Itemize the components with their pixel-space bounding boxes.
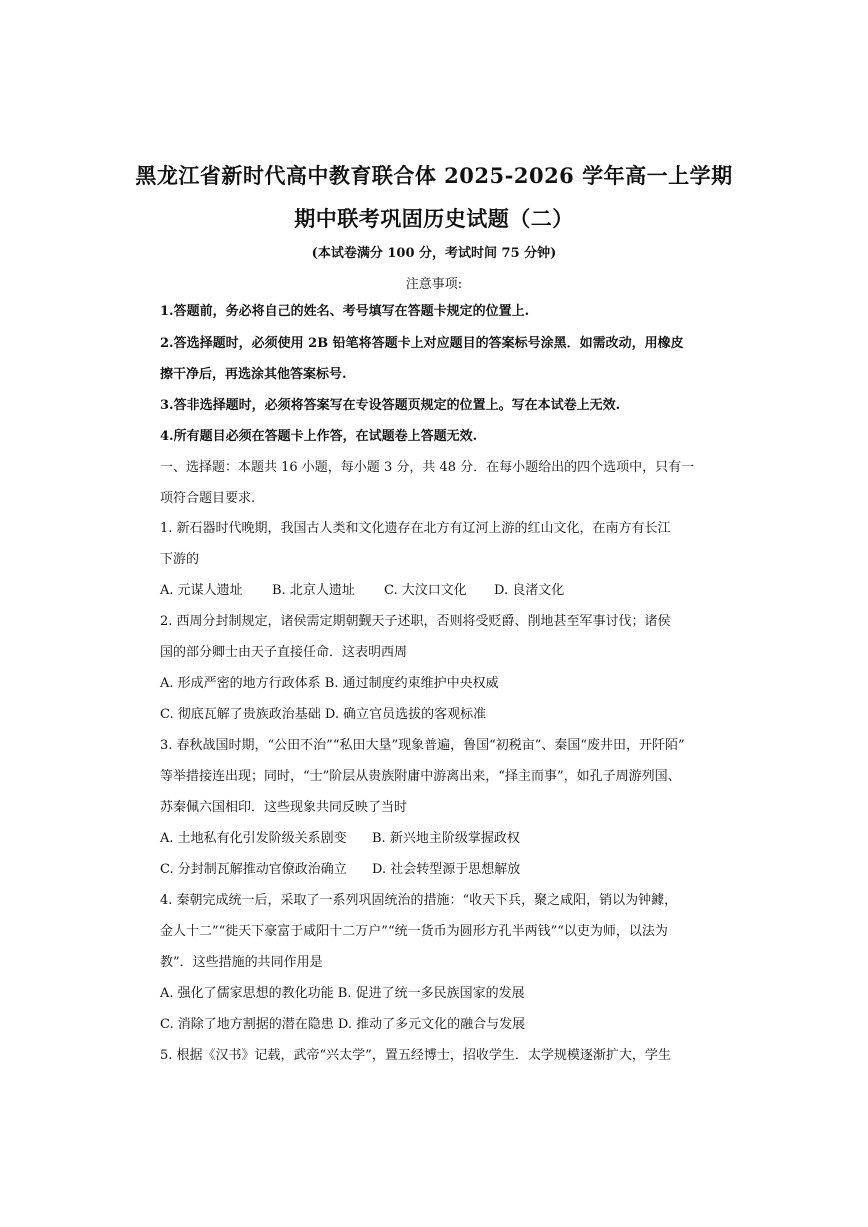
question-option-line: C. 彻底瓦解了贵族政治基础 D. 确立官员选拔的客观标准 [160, 707, 487, 722]
question-option-line: C. 消除了地方割据的潜在隐患 D. 推动了多元文化的融合与发展 [160, 1017, 526, 1032]
notice-item: 2.答选择题时，必须使用 2B 铅笔将答题卡上对应题目的答案标号涂黑．如需改动，用橡皮 [160, 336, 684, 351]
question-stem: 4. 秦朝完成统一后，采取了一系列巩固统治的措施：“收天下兵，聚之咸阳，销以为钟鐻， [160, 893, 678, 908]
question-stem: 2. 西周分封制规定，诸侯需定期朝觐天子述职，否则将受贬爵、削地甚至军事讨伐；诸侯 [160, 614, 671, 629]
option-d: D. 社会转型源于思想解放 [372, 862, 521, 877]
exam-title-line2: 期中联考巩固历史试题（二） [294, 206, 574, 231]
question-stem: 国的部分卿士由天子直接任命．这表明西周 [160, 645, 408, 660]
question-stem: 等举措接连出现；同时，“士”阶层从贵族附庸中游离出来，“择主而事”，如孔子周游列国、 [160, 769, 681, 784]
option-b: B. 新兴地主阶级掌握政权 [372, 831, 520, 846]
notice-heading: 注意事项: [405, 277, 463, 292]
question-stem: 教”．这些措施的共同作用是 [160, 955, 323, 970]
option-a: A. 土地私有化引发阶级关系剧变 [160, 831, 347, 846]
option-b: B. 北京人遗址 [272, 583, 355, 598]
option-a: A. 元谋人遗址 [160, 583, 243, 598]
section-instruction: 项符合题目要求. [160, 491, 256, 506]
question-options [160, 830, 520, 848]
question-stem: 金人十二”“徙天下豪富于咸阳十二万户”“统一货币为圆形方孔半两钱”“以吏为师，以法为 [160, 924, 668, 939]
question-stem: 3. 春秋战国时期，“公田不治”“私田大垦”现象普遍，鲁国“初税亩”、秦国“废井田，开阡陌” [160, 738, 685, 753]
question-options [160, 861, 520, 879]
option-d: D. 良渚文化 [494, 583, 565, 598]
question-stem: 苏秦佩六国相印．这些现象共同反映了当时 [160, 800, 408, 815]
question-stem: 5. 根据《汉书》记载，武帝“兴太学”，置五经博士，招收学生．太学规模逐渐扩大，学生 [160, 1048, 671, 1063]
exam-title-line1: 黑龙江省新时代高中教育联合体 2025-2026 学年高一上学期 [135, 163, 733, 188]
question-option-line: A. 形成严密的地方行政体系 B. 通过制度约束维护中央权威 [160, 676, 499, 691]
section-instruction: 一、选择题：本题共 16 小题，每小题 3 分，共 48 分．在每小题给出的四个选项中，只有一 [160, 460, 695, 475]
question-options [160, 582, 564, 600]
question-option-line: A. 强化了儒家思想的教化功能 B. 促进了统一多民族国家的发展 [160, 986, 525, 1001]
notice-item: 1.答题前，务必将自己的姓名、考号填写在答题卡规定的位置上. [160, 304, 530, 319]
question-stem: 1. 新石器时代晚期，我国古人类和文化遗存在北方有辽河上游的红山文化，在南方有长江 [160, 521, 671, 536]
notice-item: 擦干净后，再选涂其他答案标号. [160, 367, 347, 382]
notice-item: 4.所有题目必须在答题卡上作答，在试题卷上答题无效. [160, 429, 478, 444]
option-c: C. 分封制瓦解推动官僚政治确立 [160, 862, 347, 877]
exam-subtitle: (本试卷满分 100 分，考试时间 75 分钟) [311, 246, 557, 261]
notice-item: 3.答非选择题时，必须将答案写在专设答题页规定的位置上。写在本试卷上无效. [160, 398, 621, 413]
option-c: C. 大汶口文化 [384, 583, 467, 598]
question-stem: 下游的 [160, 552, 200, 567]
